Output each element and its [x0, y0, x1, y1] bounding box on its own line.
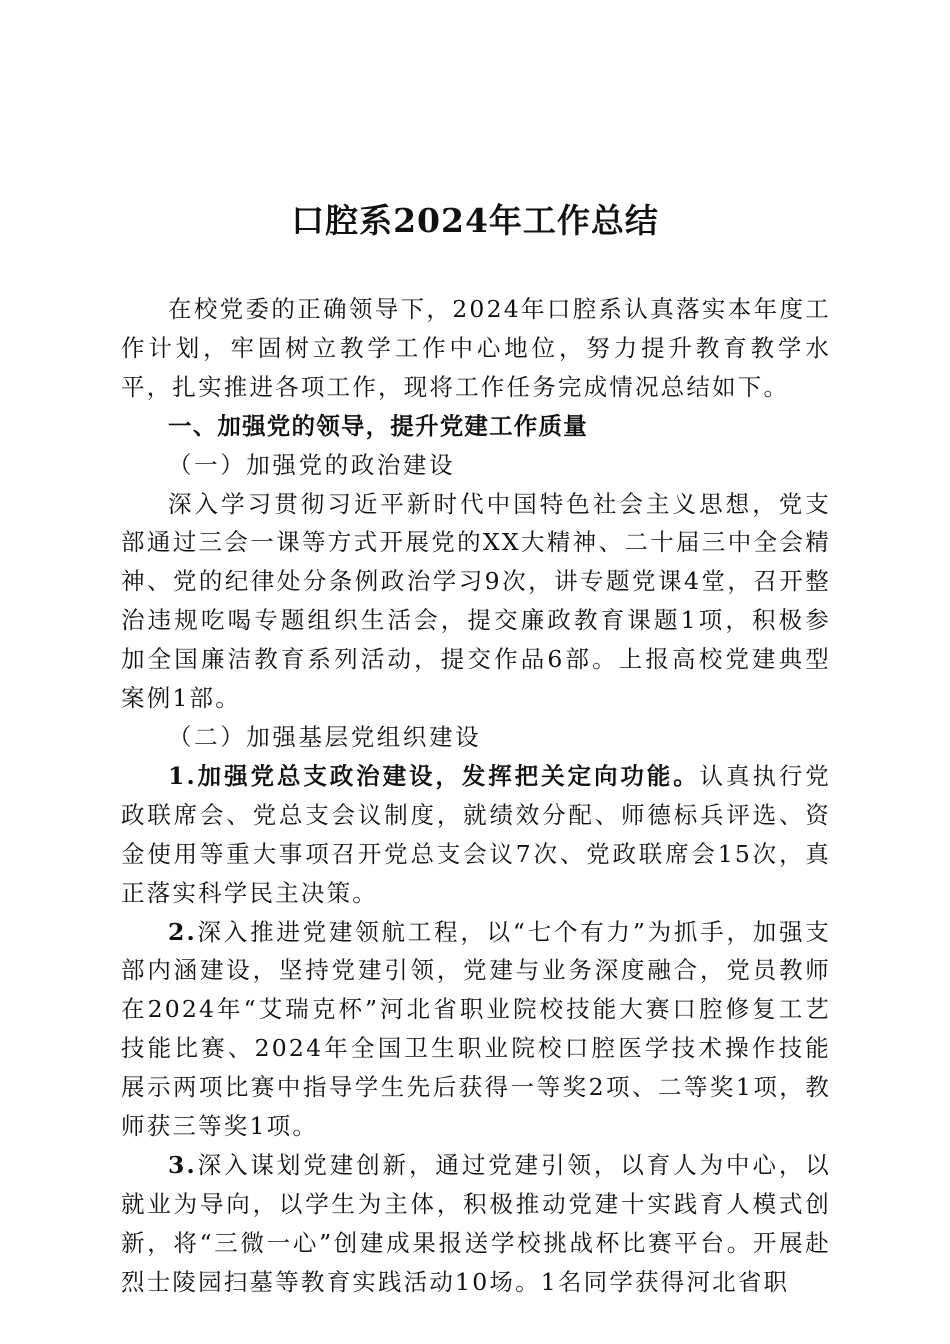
- item-3-paragraph: [121, 1146, 831, 1302]
- document-body: [121, 290, 831, 1302]
- subsection-heading-2: （二）加强基层党组织建设: [168, 722, 482, 751]
- item-1-lead: 1.加强党总支政治建设，发挥把关定向功能。: [168, 761, 700, 790]
- item-2-paragraph: [121, 913, 831, 1146]
- item-2-text: 深入推进党建领航工程，以“七个有力”为抓手，加强支部内涵建设，坚持党建引领，党建与业务深度融合，党员教师在2024年“艾瑞克杯”河北省职业院校技能大赛口腔修复工艺技能比赛、2024年全国卫生职业院校口腔医学技术操作技能展示两项比赛中指导学生先后获得一等奖2项、二等奖1项，教师获三等奖1项。: [121, 917, 831, 1141]
- subsection-heading-1: （一）加强党的政治建设: [168, 450, 456, 479]
- item-3-text: 深入谋划党建创新，通过党建引领，以育人为中心，以就业为导向，以学生为主体，积极推动党建十实践育人模式创新，将“三微一心”创建成果报送学校挑战杯比赛平台。开展赴烈士陵园扫墓等教育实践活动10场。1名同学获得河北省职: [121, 1150, 831, 1296]
- item-1-paragraph: [121, 757, 831, 913]
- document-title: 口腔系2024年工作总结: [291, 201, 659, 240]
- subsection-1-paragraph: 深入学习贯彻习近平新时代中国特色社会主义思想，党支部通过三会一课等方式开展党的XX大精神、二十届三中全会精神、党的纪律处分条例政治学习9次，讲专题党课4堂，召开整治违规吃喝专题组织生活会，提交廉政教育课题1项，积极参加全国廉洁教育系列活动，提交作品6部。上报高校党建典型案例1部。: [121, 489, 831, 713]
- intro-paragraph: 在校党委的正确领导下，2024年口腔系认真落实本年度工作计划，牢固树立教学工作中心地位，努力提升教育教学水平，扎实推进各项工作，现将工作任务完成情况总结如下。: [121, 295, 831, 401]
- item-1-text: 认真执行党政联席会、党总支会议制度，就绩效分配、师德标兵评选、资金使用等重大事项召开党总支会议7次、党政联席会15次，真正落实科学民主决策。: [121, 761, 832, 907]
- item-3-number: 3.: [168, 1150, 197, 1179]
- section-heading-1: 一、加强党的领导，提升党建工作质量: [168, 411, 588, 440]
- item-2-number: 2.: [168, 917, 197, 946]
